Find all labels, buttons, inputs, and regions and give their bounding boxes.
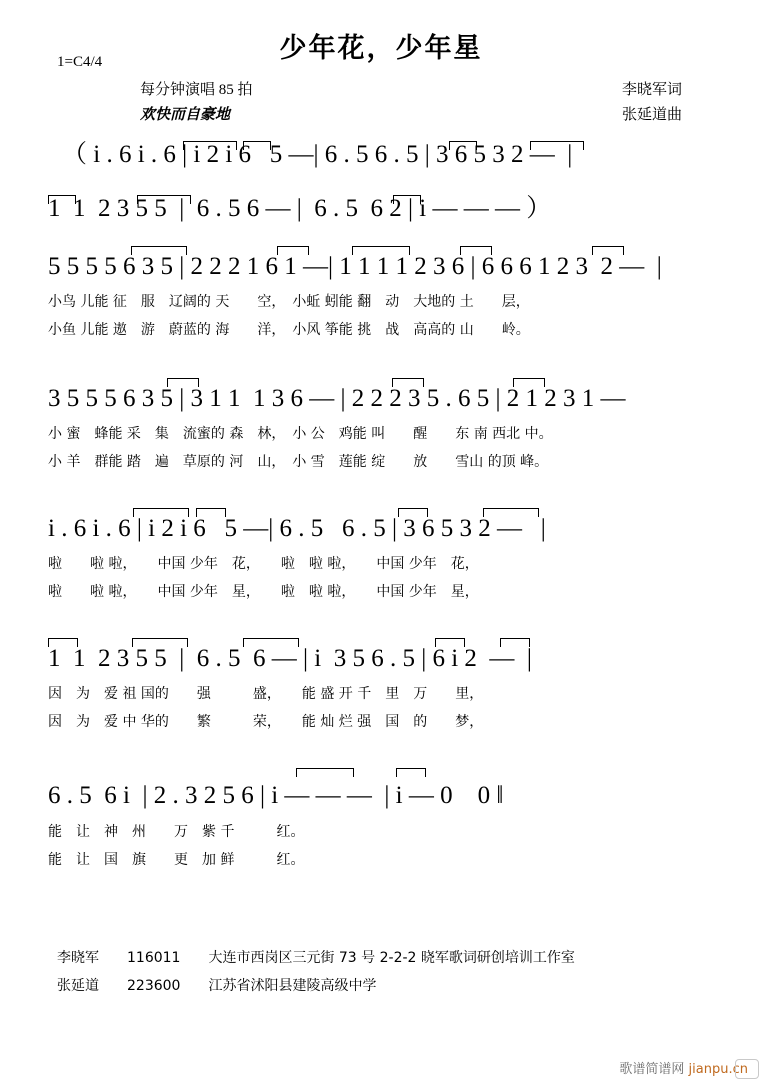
lyric-line-verse1: 小鸟 儿能 征 服 辽阔的 天 空， 小蚯 蚓能 翻 动 大地的 土 层， (48, 294, 530, 310)
key-signature: 1=C4/4 (57, 54, 103, 70)
beam-mark (513, 378, 545, 387)
notation-line: 1 1 2 3 5 5 | 6 . 5 6 — | i 3 5 6 . 5 | 6 i 2 — | (48, 645, 532, 672)
page-title: 少年花，少年星 (279, 33, 483, 64)
contact-line-composer: 张延道 223600 江苏省沭阳县建陵高级中学 (57, 978, 377, 994)
beam-mark (48, 638, 78, 647)
beam-mark (396, 768, 426, 777)
notation-line: 5 5 5 5 6 3 5 | 2 2 2 1 6 1 —| 1 1 1 1 2 3 6 | 6 6 6 1 2 3 2 — | (48, 253, 662, 280)
beam-mark (48, 195, 76, 204)
lyric-line-verse2: 小 羊 群能 踏 遍 草原的 河 山， 小 雪 莲能 绽 放 雪山 的顶 峰。 (48, 454, 549, 470)
lyric-line-verse1: 因 为 爱 祖 国的 强 盛， 能 盛 开 千 里 万 里， (48, 686, 484, 702)
notation-line: 1 1 2 3 5 5 | 6 . 5 6 — | 6 . 5 6 2 | i — — — ） (48, 195, 552, 222)
contact-line-lyricist: 李晓军 116011 大连市西岗区三元街 73 号 2-2-2 晓军歌词研创培训工作室 (57, 950, 575, 966)
watermark-label: 歌谱简谱网 (619, 1062, 685, 1077)
notation-line: i . 6 i . 6 | i 2 i 6 5 —| 6 . 5 6 . 5 | 3 6 5 3 2 — | (48, 515, 546, 542)
watermark (619, 1058, 748, 1077)
beam-mark (137, 195, 191, 204)
watermark-site: jianpu.cn (688, 1062, 748, 1077)
beam-mark (483, 508, 539, 517)
music-system (0, 645, 762, 731)
lyric-line-verse1: 能 让 神 州 万 紫 千 红。 (48, 824, 305, 840)
beam-mark (398, 508, 428, 517)
music-system (0, 775, 762, 869)
composer-credit: 张延道曲 (621, 107, 682, 123)
beam-mark (435, 638, 465, 647)
beam-mark (133, 508, 189, 517)
beam-mark (243, 638, 299, 647)
beam-mark (183, 141, 237, 150)
lyric-line-verse2: 啦 啦 啦， 中国 少年 星， 啦 啦 啦， 中国 少年 星， (48, 584, 479, 600)
lyricist-credit: 李晓军词 (621, 82, 682, 98)
music-system (0, 385, 762, 471)
beam-mark (460, 246, 492, 255)
beam-mark (243, 141, 271, 150)
beam-mark (392, 378, 424, 387)
beam-mark (592, 246, 624, 255)
mood-marking: 欢快而自豪地 (140, 105, 231, 123)
beam-mark (296, 768, 354, 777)
beam-mark (196, 508, 226, 517)
beam-mark (167, 378, 199, 387)
lyric-line-verse2: 因 为 爱 中 华的 繁 荣， 能 灿 烂 强 国 的 梦， (48, 714, 484, 730)
music-system (0, 515, 762, 601)
beam-mark (500, 638, 530, 647)
beam-mark (530, 141, 584, 150)
lyric-line-verse1: 啦 啦 啦， 中国 少年 花， 啦 啦 啦， 中国 少年 花， (48, 556, 479, 572)
beam-mark (393, 195, 421, 204)
music-system (0, 253, 762, 339)
lyric-line-verse2: 能 让 国 旗 更 加 鲜 红。 (48, 852, 305, 868)
music-system (0, 188, 762, 224)
lyric-line-verse2: 小鱼 儿能 遨 游 蔚蓝的 海 洋， 小风 筝能 挑 战 高高的 山 岭。 (48, 322, 530, 338)
beam-mark (132, 638, 188, 647)
lyric-line-verse1: 小 蜜 蜂能 采 集 流蜜的 森 林， 小 公 鸡能 叫 醒 东 南 西北 中。 (48, 426, 553, 442)
beam-mark (131, 246, 187, 255)
notation-line: 6 . 5 6 i | 2 . 3 2 5 6 | i — — — | i — 0 0 ‖ (48, 782, 504, 809)
watermark-logo-icon (735, 1059, 759, 1079)
notation-line: 3 5 5 5 6 3 5 | 3 1 1 1 3 6 — | 2 2 2 3 5 . 6 5 | 2 1 2 3 1 — (48, 385, 626, 412)
beam-mark (277, 246, 309, 255)
beam-mark (449, 141, 477, 150)
beam-mark (352, 246, 410, 255)
notation-line: （ i . 6 i . 6 | i 2 i 6 5 —| 6 . 5 6 . 5 | 3 6 5 3 2 — | (62, 141, 573, 168)
music-system (0, 134, 762, 170)
tempo-marking: 每分钟演唱 85 拍 (140, 82, 253, 98)
